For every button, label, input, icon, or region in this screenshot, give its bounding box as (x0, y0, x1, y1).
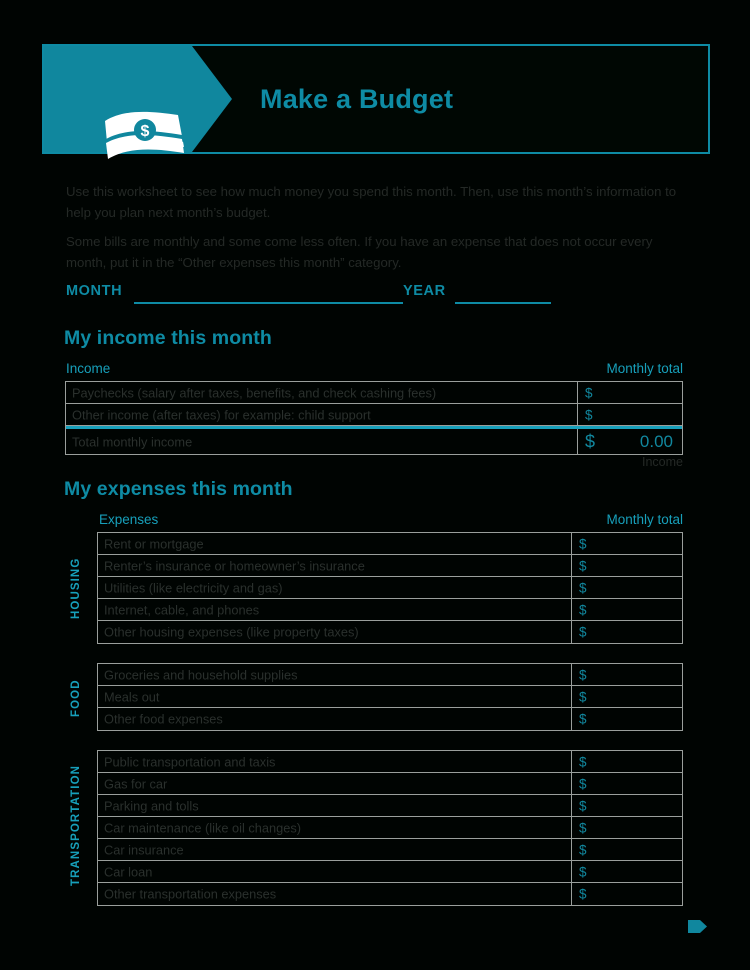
currency-symbol: $ (579, 754, 587, 769)
currency-symbol: $ (579, 711, 587, 727)
page-title: Make a Budget (260, 83, 454, 114)
table-row[interactable] (98, 773, 682, 795)
currency-symbol: $ (579, 536, 587, 551)
money-cell[interactable] (577, 382, 682, 403)
income-total-sub-note: Income (642, 455, 683, 469)
currency-symbol: $ (579, 886, 587, 902)
month-year-line (66, 283, 678, 305)
month-label: MONTH (66, 283, 123, 299)
table-row[interactable] (66, 404, 682, 426)
table-row[interactable] (66, 382, 682, 404)
currency-symbol: $ (585, 407, 593, 422)
money-cell[interactable] (577, 404, 682, 425)
currency-symbol: $ (579, 602, 587, 617)
currency-symbol: $ (579, 798, 587, 813)
table-row[interactable] (98, 555, 682, 577)
intro-paragraph-1: Use this worksheet to see how much money you spend this month. Then, use this month’s information to help you plan next month’s budget. (66, 184, 677, 220)
row-label: Meals out (104, 689, 160, 704)
money-cell[interactable] (571, 599, 682, 620)
money-cell[interactable] (571, 708, 682, 730)
row-label: Gas for car (104, 776, 168, 791)
expenses-column-header-item: Expenses (99, 512, 159, 527)
row-label: Car insurance (104, 842, 184, 857)
row-label: Groceries and household supplies (104, 667, 298, 682)
currency-symbol: $ (579, 820, 587, 835)
category-label-food: FOOD (70, 679, 82, 717)
table-row[interactable] (98, 708, 682, 730)
amount-value: 0.00 (639, 431, 673, 451)
money-cell[interactable] (571, 621, 682, 643)
money-bill-icon (102, 109, 188, 171)
currency-symbol: $ (585, 431, 596, 451)
income-table (65, 381, 683, 455)
money-cell[interactable] (571, 751, 682, 772)
row-label: Internet, cable, and phones (104, 602, 260, 617)
table-row[interactable] (98, 686, 682, 708)
row-label: Total monthly income (72, 434, 193, 449)
income-column-header-item: Income (66, 361, 111, 376)
row-label: Public transportation and taxis (104, 754, 276, 769)
expenses-table-transportation (97, 750, 683, 906)
currency-symbol: $ (579, 667, 587, 682)
money-cell[interactable] (571, 817, 682, 838)
table-row[interactable] (98, 621, 682, 643)
money-cell[interactable] (571, 861, 682, 882)
income-column-header-total: Monthly total (606, 361, 683, 376)
table-row[interactable] (98, 664, 682, 686)
intro-paragraph-2: Some bills are monthly and some come less often. If you have an expense that does not occur every month, put it in the “Other expenses this month” category. (66, 234, 653, 270)
currency-symbol: $ (579, 842, 587, 857)
money-cell[interactable] (571, 839, 682, 860)
money-cell[interactable] (571, 686, 682, 707)
row-label: Car loan (104, 864, 153, 879)
row-label: Parking and tolls (104, 798, 199, 813)
year-input-rule[interactable] (455, 302, 551, 304)
row-label: Other transportation expenses (104, 886, 277, 902)
expenses-table-housing (97, 532, 683, 644)
currency-symbol: $ (579, 558, 587, 573)
svg-text:$: $ (140, 123, 150, 140)
category-label-transportation: TRANSPORTATION (70, 764, 82, 886)
money-cell[interactable] (571, 533, 682, 554)
row-label: Other food expenses (104, 711, 223, 727)
month-input-rule[interactable] (134, 302, 403, 304)
row-label: Renter’s insurance or homeowner’s insurance (104, 558, 365, 573)
arrow-right-pennant-icon (688, 920, 707, 933)
expenses-table-food (97, 663, 683, 731)
table-row[interactable] (98, 839, 682, 861)
row-label: Rent or mortgage (104, 536, 204, 551)
table-row[interactable] (98, 533, 682, 555)
money-cell[interactable] (577, 429, 682, 454)
money-cell[interactable] (571, 555, 682, 576)
currency-symbol: $ (579, 864, 587, 879)
table-row[interactable] (98, 599, 682, 621)
expenses-section-heading: My expenses this month (64, 478, 293, 500)
currency-symbol: $ (579, 580, 587, 595)
year-label: YEAR (403, 283, 446, 299)
money-cell[interactable] (571, 773, 682, 794)
table-row[interactable] (98, 817, 682, 839)
currency-symbol: $ (579, 689, 587, 704)
table-row[interactable] (98, 577, 682, 599)
row-label: Paychecks (salary after taxes, benefits, and check cashing fees) (72, 385, 437, 400)
table-row[interactable] (98, 883, 682, 905)
table-row[interactable] (98, 861, 682, 883)
income-section-heading: My income this month (64, 327, 272, 349)
table-row[interactable] (98, 795, 682, 817)
table-row-total[interactable] (66, 426, 682, 454)
row-label: Car maintenance (like oil changes) (104, 820, 302, 835)
table-row[interactable] (98, 751, 682, 773)
row-label: Other income (after taxes) for example: child support (72, 407, 371, 422)
currency-symbol: $ (579, 776, 587, 791)
row-label: Utilities (like electricity and gas) (104, 580, 283, 595)
page-header-banner (42, 44, 710, 154)
money-cell[interactable] (571, 664, 682, 685)
row-label: Other housing expenses (like property taxes) (104, 624, 359, 640)
expenses-column-header-total: Monthly total (606, 512, 683, 527)
currency-symbol: $ (579, 624, 587, 640)
currency-symbol: $ (585, 385, 593, 400)
money-cell[interactable] (571, 883, 682, 905)
category-label-housing: HOUSING (70, 557, 82, 619)
money-cell[interactable] (571, 795, 682, 816)
money-cell[interactable] (571, 577, 682, 598)
